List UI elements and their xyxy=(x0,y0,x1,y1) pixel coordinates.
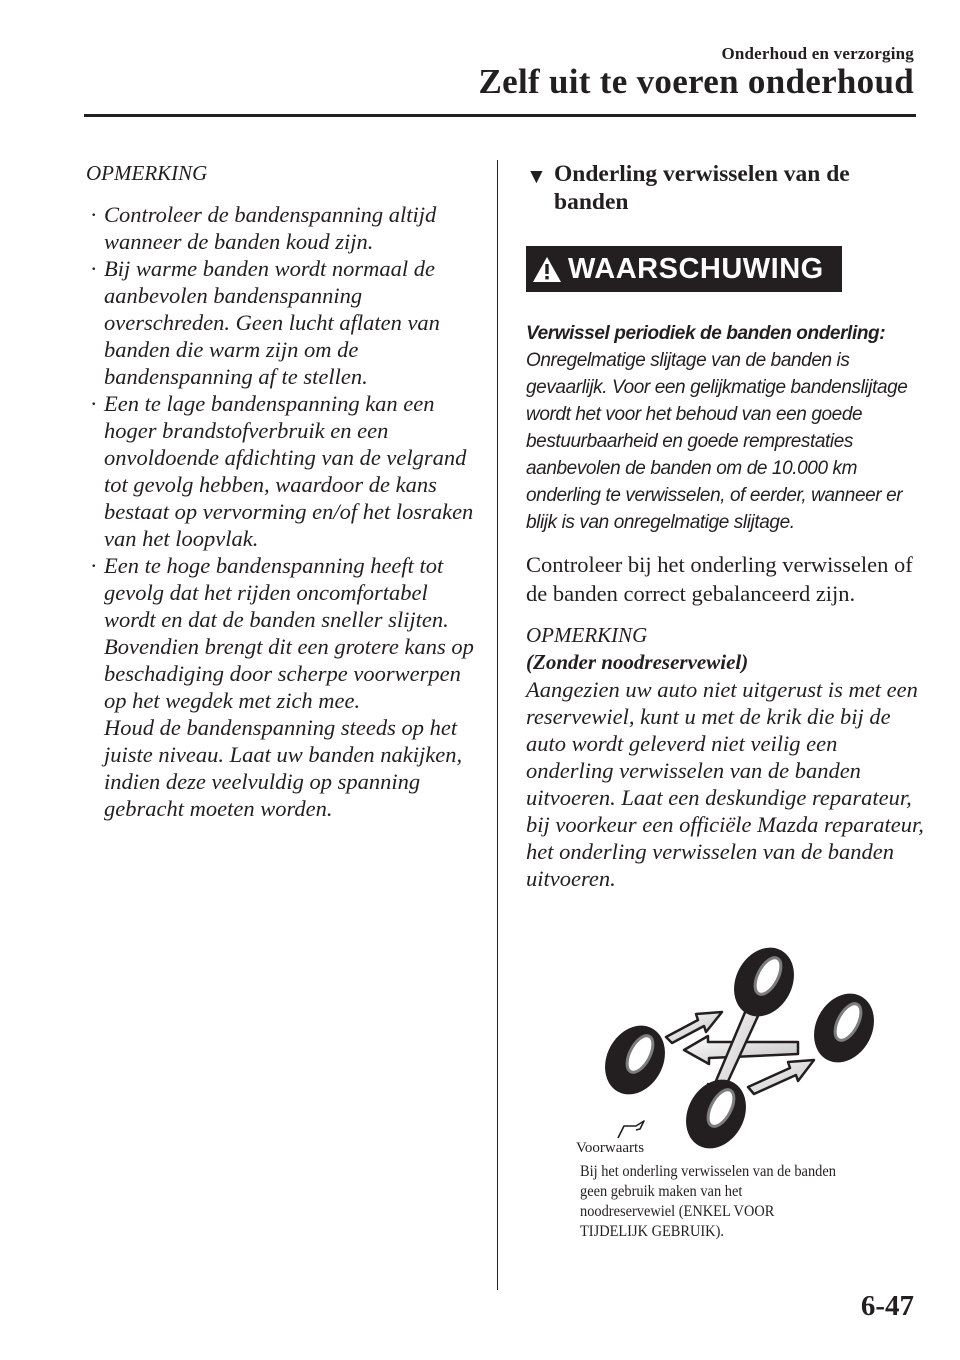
page-number: 6-47 xyxy=(860,1290,914,1322)
tire-rotation-figure xyxy=(560,940,880,1180)
body-paragraph: Controleer bij het onderling verwisselen of de banden correct gebalanceerd zijn. xyxy=(526,552,913,606)
triangle-down-icon: ▼ xyxy=(526,164,547,188)
note-bullet xyxy=(86,201,476,255)
warning-text xyxy=(526,320,926,536)
bullet-text: Houd de bandenspanning steeds op het juiste niveau. Laat uw banden nakijken, indien deze veelvuldig op spanning gebracht moeten worden. xyxy=(104,715,463,821)
note-heading: OPMERKING xyxy=(86,161,208,185)
bullet-text: · Bij warme banden wordt normaal de aanbevolen bandenspanning overschreden. Geen lucht aflaten van banden die warm zijn om de bandenspanning af te stellen. xyxy=(104,256,440,389)
tire-icon xyxy=(593,1015,676,1105)
bullet-text: · Controleer de bandenspanning altijd wanneer de banden koud zijn. xyxy=(104,202,437,254)
warning-label: WAARSCHUWING xyxy=(568,252,824,285)
note-subheading: (Zonder noodreservewiel) xyxy=(526,650,749,674)
section-heading-text: Onderling verwisselen van de banden xyxy=(554,161,850,215)
note-text: Aangezien uw auto niet uitgerust is met een reservewiel, kunt u met de krik die bij de auto wordt geleverd niet veilig een onderling verwisselen van de banden uitvoeren. Laat een deskundige reparateur, bij voorkeur een officiële Mazda reparateur, het onderling verwisselen van de banden uitvoeren. xyxy=(526,677,924,891)
header-section: Onderhoud en verzorging xyxy=(721,44,914,63)
left-column xyxy=(86,160,476,822)
arrow-rear-to-right xyxy=(748,1060,814,1094)
warning-lead: Verwissel periodiek de banden onderling: xyxy=(526,323,886,344)
note-bullet-list xyxy=(86,201,476,822)
forward-label: Voorwaarts xyxy=(576,1140,645,1156)
note-bullet xyxy=(86,390,476,552)
warning-icon xyxy=(526,246,568,292)
tire-icon xyxy=(722,940,805,1027)
warning-body: Onregelmatige slijtage van de banden is gevaarlijk. Voor een gelijkmatige bandenslijtage wordt het voor het behoud van een goede bestuurbaarheid en goede remprestaties aanbevolen de banden om de 10.000 km onderling te verwisselen, of eerder, wanneer er blijk is van onregelmatige slijtage. xyxy=(526,350,908,533)
right-column xyxy=(526,160,926,892)
arrow-left-to-front xyxy=(666,1012,722,1043)
warning-banner xyxy=(526,246,842,292)
bullet-text: · Een te lage bandenspanning kan een hoger brandstofverbruik en een onvoldoende afdichting van de velgrand tot gevolg hebben, waardoor de kans bestaat op vervorming en/of het losraken van het loopvlak. xyxy=(104,391,474,551)
bullet-text: · Een te hoge bandenspanning heeft tot gevolg dat het rijden oncomfortabel wordt en dat de banden sneller slijten. Bovendien brengt dit een grotere kans op beschadiging door scherpe voorwerpen op het wegdek met zich mee. xyxy=(104,553,474,713)
figure-caption: Bij het onderling verwisselen van de banden geen gebruik maken van het noodreservewiel (ENKEL VOOR TIJDELIJK GEBRUIK). xyxy=(580,1163,836,1240)
forward-direction-icon xyxy=(618,1121,644,1138)
section-heading xyxy=(526,160,926,216)
note-heading: OPMERKING xyxy=(526,623,648,647)
tire-icon xyxy=(674,1069,757,1159)
column-divider xyxy=(497,160,498,1290)
page-title: Zelf uit te voeren onderhoud xyxy=(478,62,914,101)
header-rule xyxy=(84,114,916,117)
note-bullet xyxy=(86,255,476,390)
note-bullet xyxy=(86,552,476,822)
